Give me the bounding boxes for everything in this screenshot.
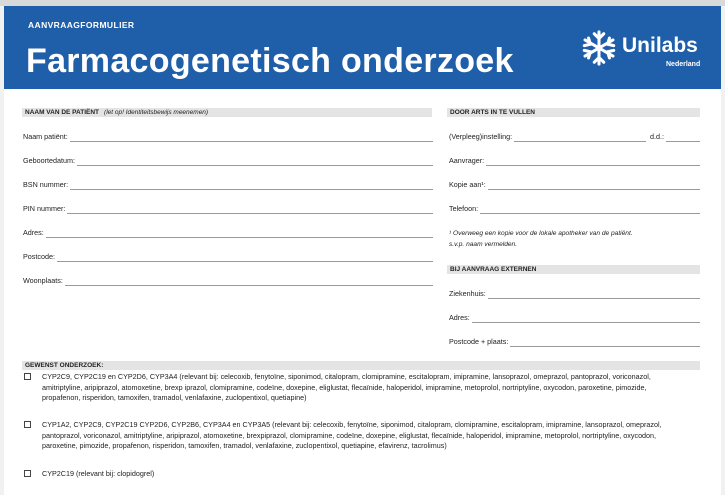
option-panel-cyp2c9-cyp2c19-cyp2d6-cyp3a4 (24, 372, 684, 404)
patient-address-field[interactable] (23, 226, 433, 238)
option-3-checkbox[interactable] (24, 470, 31, 477)
copy-to-label: Kopie aan¹: (449, 180, 486, 189)
patient-section-title: NAAM VAN DE PATIËNT (25, 109, 100, 116)
bsn-label: BSN nummer: (23, 180, 69, 189)
form-kicker: AANVRAAGFORMULIER (28, 20, 135, 30)
bsn-field[interactable] (23, 178, 433, 190)
copy-to-field[interactable] (449, 178, 700, 190)
option-3-text: CYP2C19 (relevant bij: clopidogrel) (42, 469, 155, 478)
phone-line[interactable] (480, 205, 700, 214)
external-section-header (447, 265, 700, 274)
footnote-line-2: s.v.p. naam vermelden. (449, 240, 518, 248)
patient-name-line[interactable] (70, 133, 433, 142)
patient-postcode-label: Postcode: (23, 252, 55, 261)
residence-label: Woonplaats: (23, 276, 63, 285)
external-section-title: BIJ AANVRAAG EXTERNEN (450, 266, 537, 273)
copy-to-line[interactable] (488, 181, 700, 190)
pin-line[interactable] (67, 205, 433, 214)
requester-label: Aanvrager: (449, 156, 485, 165)
unilabs-logo (578, 28, 718, 74)
residence-line[interactable] (65, 277, 433, 286)
doctor-section-title: DOOR ARTS IN TE VULLEN (450, 109, 535, 116)
option-2-text: CYP1A2, CYP2C9, CYP2C19 CYP2D6, CYP2B6, CYP3A4 en CYP3A5 (relevant bij: celecoxib, fenytoïne, siponimod, citalopram, clomipramine, escitalopram, imipramine, lansoprazol, omeprazol, pantoprazol, voriconazol, amitriptyline, aripiprazol, atomoxetine, brexpiprazol, clomipramine, codeïne, doxepine, eliglustat, flecaïnide, haloperidol, imipramine, metoprolol, nortriptyline, oxycodon, paroxetine, pimozide, propafenon, risperidon, tamoxifen, tramadol, venlafaxine, zuclopentixol, quetiapine, efavirenz, tacrolimus) (42, 420, 662, 451)
doctor-section-header (447, 108, 700, 117)
option-panel-cyp2c19 (24, 469, 684, 480)
requester-line[interactable] (486, 157, 700, 166)
birthdate-field[interactable] (23, 154, 433, 166)
copy-footnote (449, 229, 633, 250)
form-page (4, 6, 721, 495)
external-postcode-line[interactable] (510, 338, 700, 347)
external-address-label: Adres: (449, 313, 470, 322)
page-title: Farmacogenetisch onderzoek (26, 42, 514, 80)
institution-line[interactable] (514, 133, 646, 142)
option-panel-extended (24, 420, 684, 452)
logo-name: Unilabs (622, 34, 698, 57)
hospital-label: Ziekenhuis: (449, 289, 486, 298)
hospital-field[interactable] (449, 287, 700, 299)
footnote-line-1: ¹ Overweeg een kopie voor de lokale apotheker van de patiënt. (449, 230, 633, 237)
institution-label: (Verpleeg)instelling: (449, 132, 513, 141)
patient-postcode-line[interactable] (57, 253, 433, 262)
phone-field[interactable] (449, 202, 700, 214)
logo-subtitle: Nederland (666, 61, 701, 68)
requested-section-header (22, 361, 700, 370)
patient-name-label: Naam patiënt: (23, 132, 68, 141)
option-2-checkbox[interactable] (24, 421, 31, 428)
date-line[interactable] (666, 133, 700, 142)
patient-postcode-field[interactable] (23, 250, 433, 262)
external-address-line[interactable] (472, 314, 700, 323)
patient-address-label: Adres: (23, 228, 44, 237)
hospital-line[interactable] (488, 290, 700, 299)
patient-name-field[interactable] (23, 130, 433, 142)
requester-field[interactable] (449, 154, 700, 166)
external-postcode-label: Postcode + plaats: (449, 337, 509, 346)
pin-field[interactable] (23, 202, 433, 214)
pin-label: PIN nummer: (23, 204, 66, 213)
patient-section-note: (let op! Identiteitsbewijs meenemen) (104, 109, 209, 116)
requested-section-title: GEWENST ONDERZOEK: (25, 362, 104, 369)
unilabs-snowflake-icon (580, 29, 618, 67)
birthdate-line[interactable] (77, 157, 433, 166)
bsn-line[interactable] (70, 181, 433, 190)
option-1-text: CYP2C9, CYP2C19 en CYP2D6, CYP3A4 (relevant bij: celecoxib, fenytoïne, siponimod, citalopram, clomipramine, escitalopram, imipramine, lansoprazol, omeprazol, pantoprazol, voriconazol, amitriptyline, aripiprazol, atomoxetine, brexp iprazol, clomipramine, codeïne, doxepine, eliglustat, flecaïnide, haloperidol, imipramine, metoprolol, nortriptyline, oxycodon, paroxetine, pimozide, propafenon, risperidon, tamoxifen, tramadol, venlafaxine, zuclopentixol, quetiapine) (42, 372, 651, 403)
institution-field[interactable] (449, 130, 700, 142)
phone-label: Telefoon: (449, 204, 479, 213)
external-postcode-field[interactable] (449, 335, 700, 347)
patient-section-header (22, 108, 432, 117)
patient-address-line[interactable] (46, 229, 433, 238)
date-label: d.d.: (650, 132, 664, 141)
form-header (4, 6, 721, 89)
option-1-checkbox[interactable] (24, 373, 31, 380)
external-address-field[interactable] (449, 311, 700, 323)
birthdate-label: Geboortedatum: (23, 156, 75, 165)
residence-field[interactable] (23, 274, 433, 286)
